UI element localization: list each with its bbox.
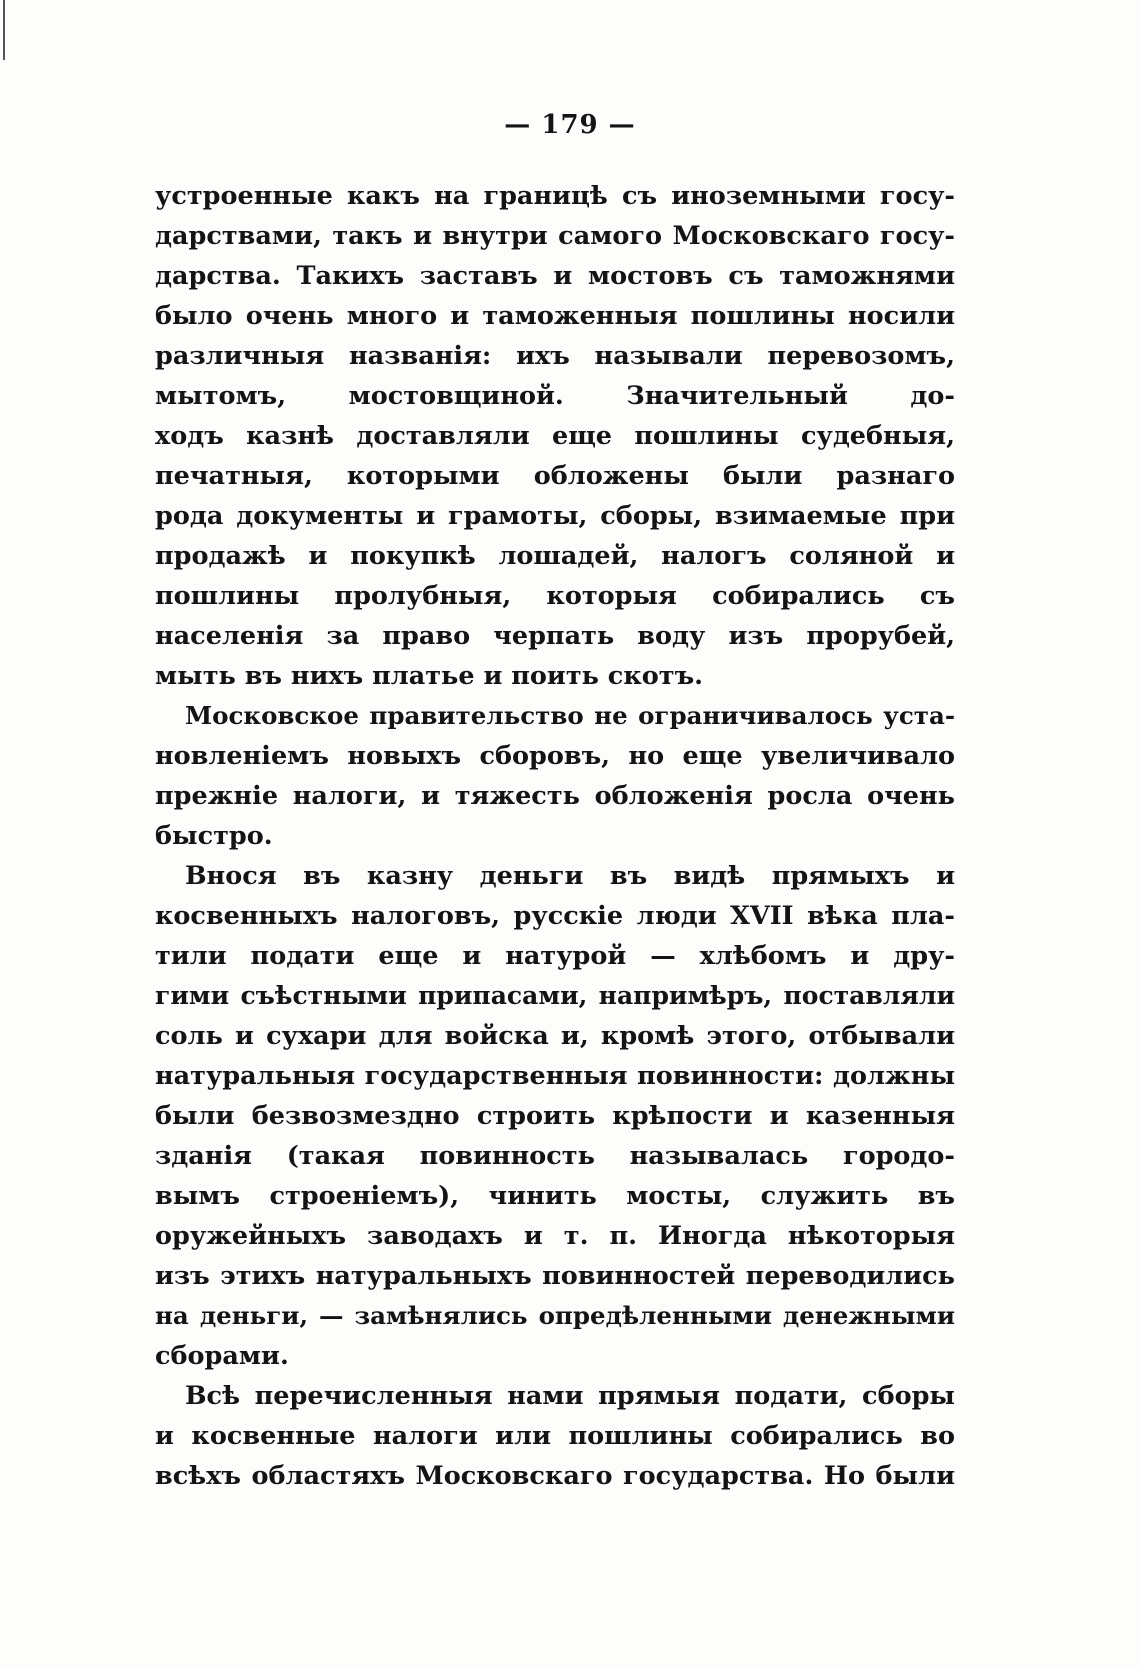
text-line: натуральныя государственныя повинности: должны [155, 1061, 955, 1091]
text-line: Московское правительство не ограничивалось уста- [185, 701, 955, 730]
paragraph-1 [155, 176, 955, 696]
text-line: изъ этихъ натуральныхъ повинностей переводились [155, 1261, 955, 1291]
page-number: — 179 — [504, 110, 636, 140]
text-line: вымъ строеніемъ), чинить мосты, служить въ [155, 1181, 955, 1211]
paragraph-4 [155, 1376, 955, 1496]
text-line: на деньги, — замѣнялись опредѣленными денежными [155, 1301, 955, 1330]
text-line: печатныя, которыми обложены были разнаго [155, 461, 955, 491]
text-line: были безвозмездно строить крѣпости и казенныя [155, 1101, 955, 1131]
text-line: дарства. Такихъ заставъ и мостовъ съ таможнями [155, 261, 955, 291]
text-line: и косвенные налоги или пошлины собирались во [155, 1421, 955, 1451]
text-line: Внося въ казну деньги въ видѣ прямыхъ и [185, 861, 955, 891]
text-line: быстро. [155, 821, 273, 851]
text-line: Всѣ перечисленныя нами прямыя подати, сборы [185, 1381, 955, 1411]
text-line: населенія за право черпать воду изъ прорубей, [155, 621, 955, 651]
text-line: зданія (такая повинность называлась городо- [155, 1141, 955, 1171]
text-line: было очень много и таможенныя пошлины носили [155, 301, 955, 331]
text-line: гими съѣстными припасами, напримѣръ, поставляли [155, 981, 955, 1010]
body-text [155, 176, 955, 1496]
text-line: устроенные какъ на границѣ съ иноземными госу- [155, 181, 955, 211]
paragraph-2 [155, 696, 955, 856]
text-line: всѣхъ областяхъ Московскаго государства. Но были [155, 1461, 955, 1491]
text-line: прежніе налоги, и тяжесть обложенія росла очень [155, 781, 955, 811]
text-line: ходъ казнѣ доставляли еще пошлины судебныя, [155, 421, 955, 451]
text-line: рода документы и грамоты, сборы, взимаемые при [155, 501, 955, 531]
text-line: сборами. [155, 1341, 289, 1371]
text-line: новленіемъ новыхъ сборовъ, но еще увеличивало [155, 741, 955, 771]
text-line: различныя названія: ихъ называли перевозомъ, [155, 341, 955, 371]
scan-edge-mark [3, 0, 5, 60]
text-line: пошлины пролубныя, которыя собирались съ [155, 581, 955, 611]
text-line: косвенныхъ налоговъ, русскіе люди XVII вѣка пла- [155, 901, 955, 931]
text-line: дарствами, такъ и внутри самого Московскаго госу- [155, 221, 955, 251]
text-line: соль и сухари для войска и, кромѣ этого, отбывали [155, 1021, 955, 1051]
text-line: мытомъ, мостовщиной. Значительный до- [155, 381, 955, 411]
paragraph-3 [155, 856, 955, 1376]
text-line: оружейныхъ заводахъ и т. п. Иногда нѣкоторыя [155, 1221, 955, 1251]
text-line: мыть въ нихъ платье и поить скотъ. [155, 661, 704, 691]
text-line: продажѣ и покупкѣ лошадей, налогъ соляной и [155, 541, 955, 571]
text-line: тили подати еще и натурой — хлѣбомъ и дру- [155, 941, 955, 971]
